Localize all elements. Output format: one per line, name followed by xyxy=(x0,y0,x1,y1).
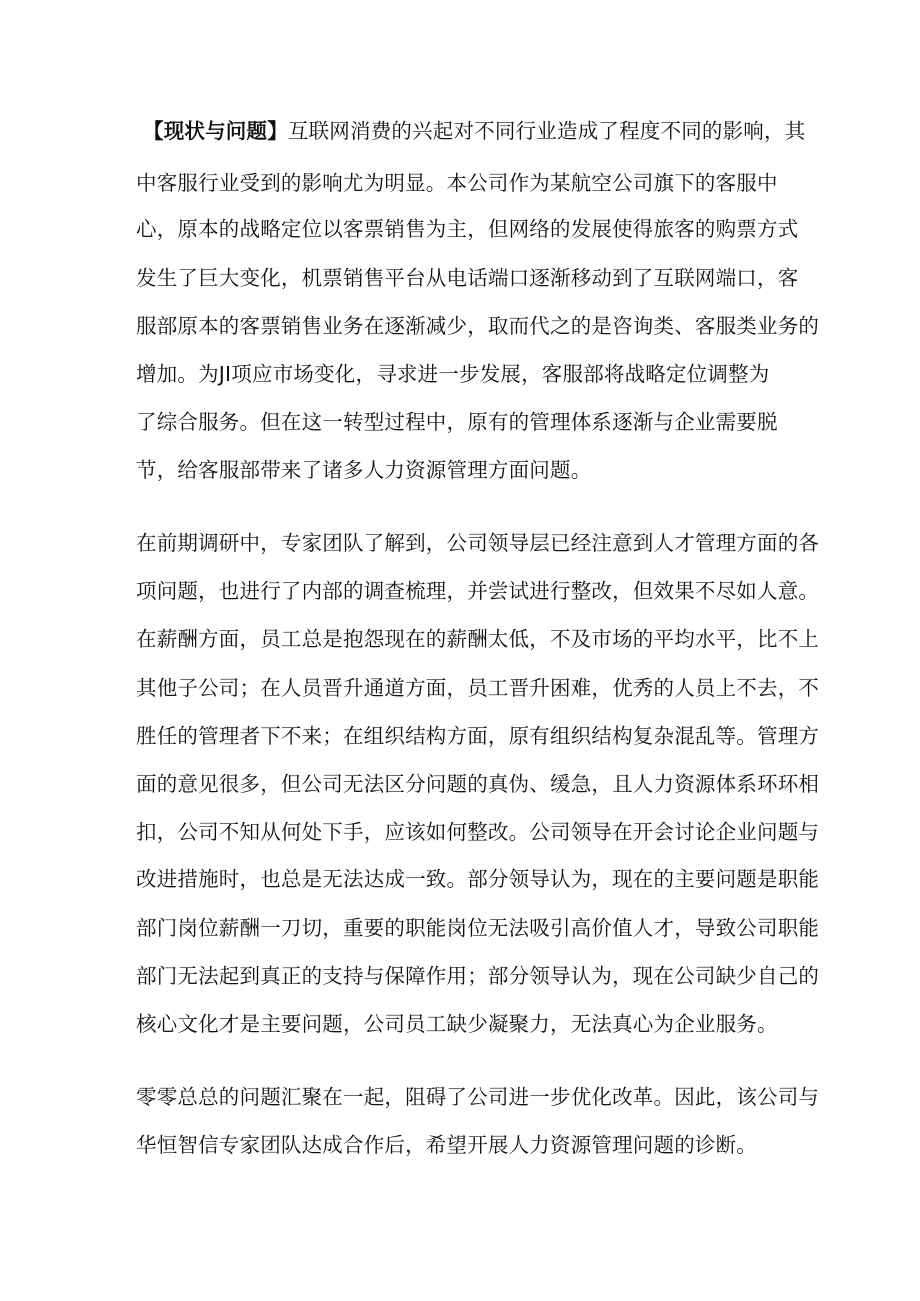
paragraph-line: 在薪酬方面，员工总是抱怨现在的薪酬太低，不及市场的平均水平，比不上 xyxy=(136,627,820,651)
paragraph-line: 零零总总的问题汇聚在一起，阻碍了公司进一步优化改革。因此，该公司与 xyxy=(136,1085,820,1109)
paragraph-line: 发生了巨大变化，机票销售平台从电话端口逐渐移动到了互联网端口，客 xyxy=(136,266,799,290)
paragraph-line: 心，原本的战略定位以客票销售为主，但网络的发展使得旅客的购票方式 xyxy=(136,217,799,241)
line-text: 互联网消费的兴起对不同行业造成了程度不同的影响，其 xyxy=(287,119,806,143)
paragraph-line: 扣，公司不知从何处下手，应该如何整改。公司领导在开会讨论企业问题与 xyxy=(136,820,820,844)
paragraph-line: 华恒智信专家团队达成合作后，希望开展人力资源管理问题的诊断。 xyxy=(136,1133,757,1157)
paragraph-line: 核心文化才是主要问题，公司员工缺少凝聚力，无法真心为企业服务。 xyxy=(136,1012,778,1036)
paragraph-line: 节，给客服部带来了诸多人力资源管理方面问题。 xyxy=(136,458,592,482)
paragraph-line: 增加。为JI项应市场变化，寻求进一步发展，客服部将战略定位调整为 xyxy=(136,362,770,386)
paragraph-line: 了综合服务。但在这一转型过程中，原有的管理体系逐渐与企业需要脱 xyxy=(136,410,778,434)
paragraph-line: 部门无法起到真正的支持与保障作用；部分领导认为，现在公司缺少自己的 xyxy=(136,964,820,988)
paragraph-line: 部门岗位薪酬一刀切，重要的职能岗位无法吸引高价值人才，导致公司职能 xyxy=(136,916,820,940)
section-heading: 【现状与问题】 xyxy=(143,119,288,143)
paragraph-line xyxy=(143,118,805,144)
paragraph-line: 服部原本的客票销售业务在逐渐减少，取而代之的是咨询类、客服类业务的 xyxy=(136,314,820,338)
paragraph-line: 在前期调研中，专家团队了解到，公司领导层已经注意到人才管理方面的各 xyxy=(136,531,820,555)
paragraph-line: 项问题，也进行了内部的调查梳理，并尝试进行整改，但效果不尽如人意。 xyxy=(136,579,820,603)
paragraph-line: 胜任的管理者下不来；在组织结构方面，原有组织结构复杂混乱等。管理方 xyxy=(136,724,820,748)
paragraph-line: 中客服行业受到的影响尤为明显。本公司作为某航空公司旗下的客服中 xyxy=(136,171,778,195)
paragraph-line: 其他子公司；在人员晋升通道方面，员工晋升困难，优秀的人员上不去，不 xyxy=(136,676,820,700)
paragraph-line: 改进措施时，也总是无法达成一致。部分领导认为，现在的主要问题是职能 xyxy=(136,867,820,891)
paragraph-line: 面的意见很多，但公司无法区分问题的真伪、缓急，且人力资源体系环环相 xyxy=(136,772,820,796)
